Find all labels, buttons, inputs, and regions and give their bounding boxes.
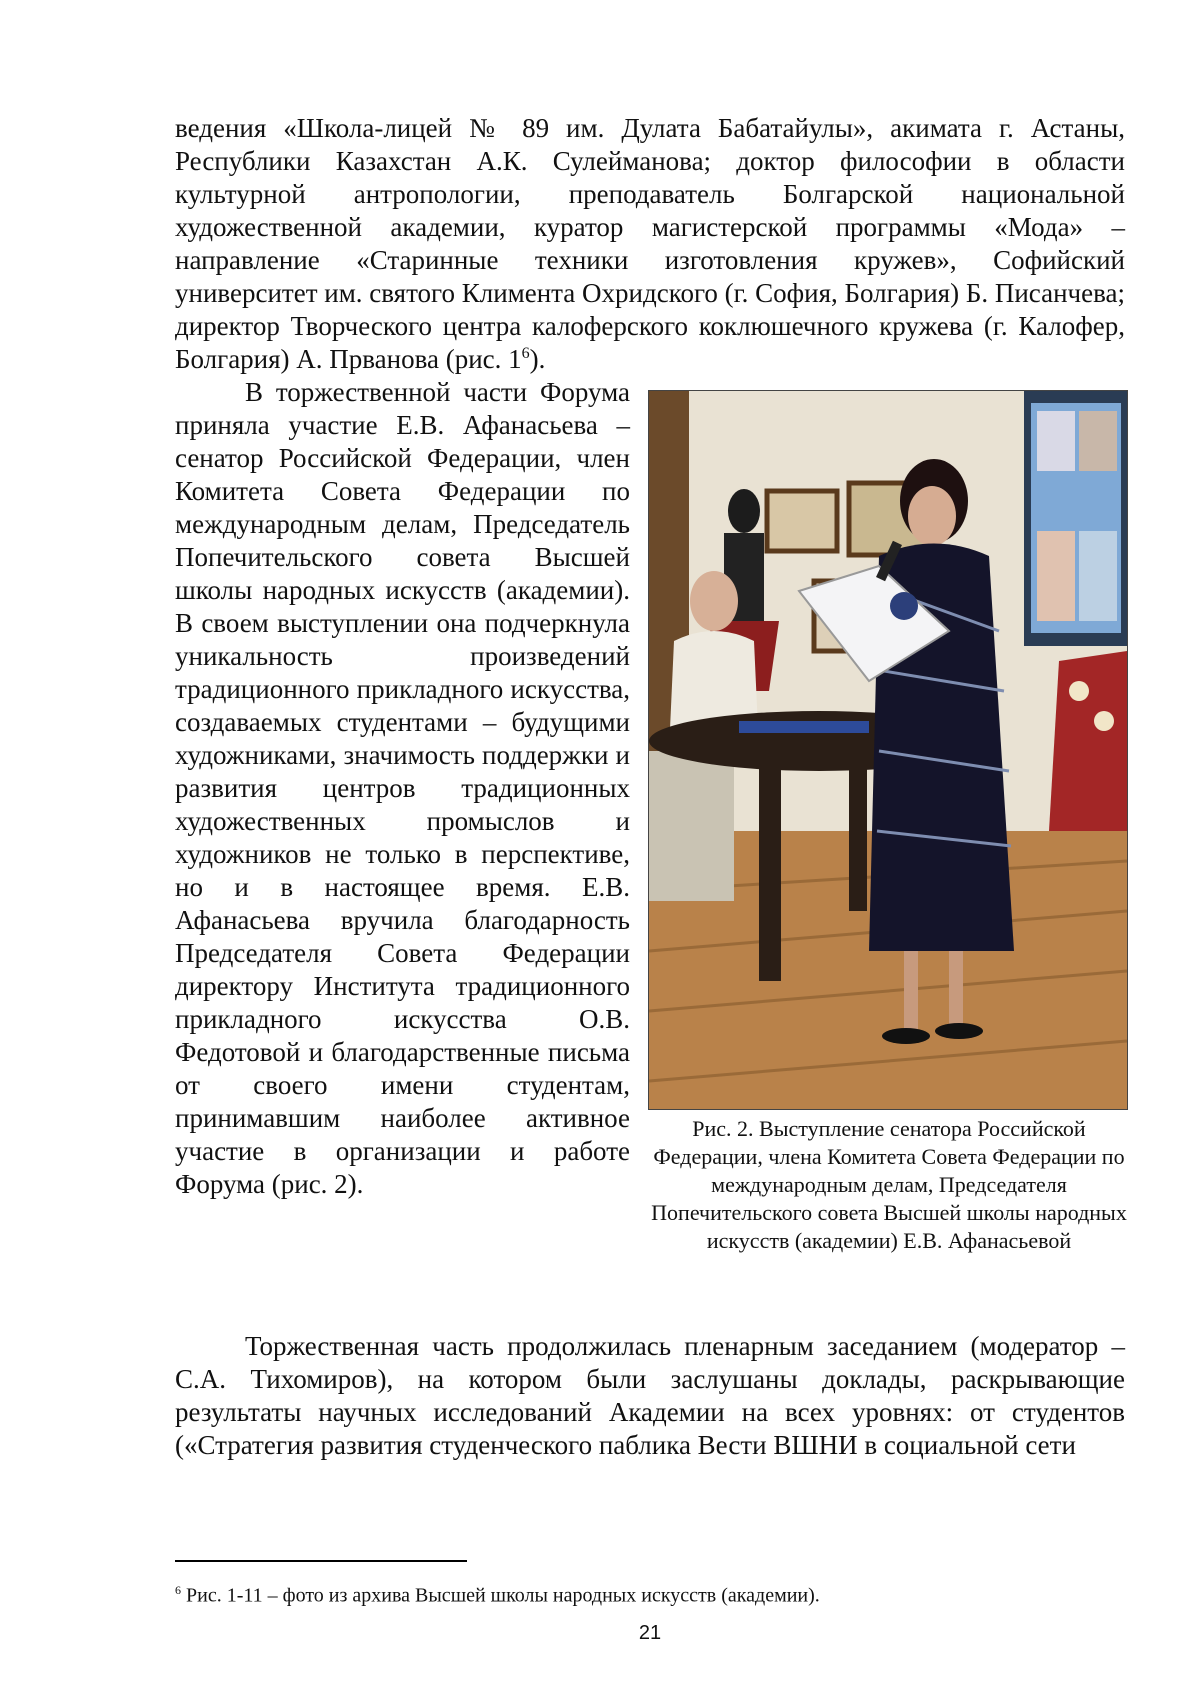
- bottom-paragraph: Торжественная часть продолжилась пленарным заседанием (модератор – С.А. Тихомиров), на котором были заслушаны доклады, раскрывающие результаты научных исследований Академии на всех уровнях: от студентов («Стратегия развития студенческого паблика Вести ВШНИ в социальной сети: [175, 1331, 1125, 1460]
- figure-photo: [648, 390, 1128, 1110]
- footnote-text: Рис. 1-11 – фото из архива Высшей школы народных искусств (академии).: [181, 1584, 820, 1607]
- page-number: 21: [638, 1622, 662, 1644]
- top-paragraph-end: ).: [529, 344, 546, 374]
- left-column-paragraph: В торжественной части Форума приняла участие Е.В. Афанасьева – сенатор Российской Федерации, член Комитета Совета Федерации по международным делам, Председатель Попечительского совета Высшей школы народных искусств (академии). В своем выступлении она подчеркнула уникальность произведений традиционного прикладного искусства, создаваемых студентами – будущими художниками, значимость поддержки и развития центров традиционных художественных промыслов и художников не только в перспективе, но и в настоящее время. Е.В. Афанасьева вручила благодарность Председателя Совета Федерации директору Института традиционного прикладного искусства О.В. Федотовой и благодарственные письма от своего имени студентам, принимавшим наиболее активное участие в организации и работе Форума (рис. 2).: [175, 377, 630, 1199]
- footnote-reference[interactable]: 6: [521, 345, 530, 362]
- footnote-divider: [175, 1560, 467, 1562]
- photo-illustration: [649, 391, 1127, 1109]
- figure-caption: Рис. 2. Выступление сенатора Российской Федерации, члена Комитета Совета Федерации по международным делам, Председателя Попечительского совета Высшей школы народных искусств (академии) Е.В. Афанасьевой: [651, 1116, 1127, 1253]
- top-paragraph-text: ведения «Школа-лицей № 89 им. Дулата Бабатайулы», акимата г. Астаны, Республики Казахстан А.К. Сулейманова; доктор философии в области культурной антропологии, преподаватель Болгарской национальной художественной академии, куратор магистерской программы «Мода» – направление «Старинные техники изготовления кружев», Софийский университет им. святого Климента Охридского (г. София, Болгария) Б. Писанчева; директор Творческого центра калоферского коклюшечного кружева (г. Калофер, Болгария) А. Прванова (рис. 1: [175, 113, 1125, 374]
- top-paragraph: [175, 112, 1125, 376]
- footnote: [175, 1577, 1125, 1609]
- footnote-marker: 6: [175, 1583, 181, 1597]
